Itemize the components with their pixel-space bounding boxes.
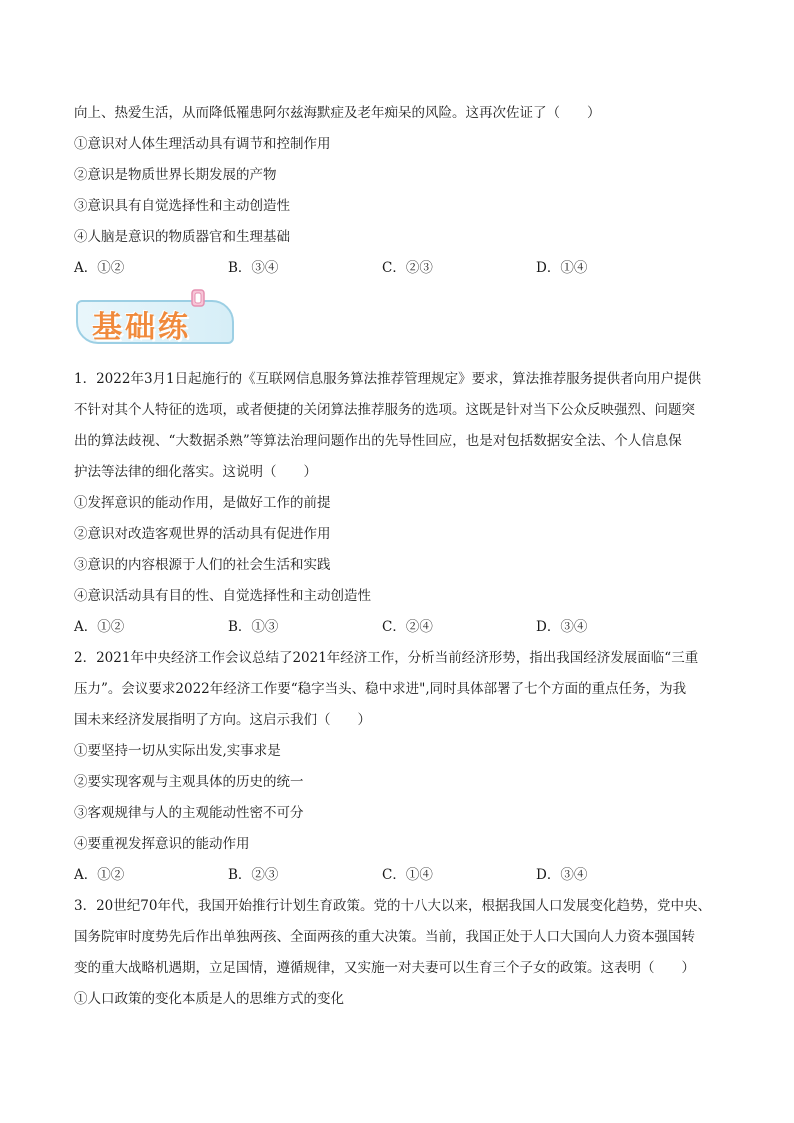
choice-a: A．①② [74, 619, 125, 635]
choice-d: D．③④ [536, 619, 588, 635]
question-line: 2．2021年中央经济工作会议总结了2021年经济工作，分析当前经济形势，指出我国经济发展面临“三重 [74, 650, 699, 666]
choice-b: B．①③ [228, 619, 279, 635]
option-3: ③意识的内容根源于人们的社会生活和实践 [74, 557, 331, 573]
answer-choices [74, 253, 724, 284]
choice-b: B．②③ [228, 867, 279, 883]
option-2: ②意识对改造客观世界的活动具有促进作用 [74, 526, 331, 542]
choice-c: C．②④ [382, 619, 433, 635]
option-4: ④要重视发挥意识的能动作用 [74, 836, 250, 852]
question-line: 1．2022年3月1日起施行的《互联网信息服务算法推荐管理规定》要求，算法推荐服务提供者向用户提供 [74, 371, 702, 387]
question-line: 向上、热爱生活，从而降低罹患阿尔兹海默症及老年痴呆的风险。这再次佐证了（ ） [74, 105, 601, 121]
choice-d: D．③④ [536, 867, 588, 883]
option-1: ①人口政策的变化本质是人的思维方式的变化 [74, 991, 344, 1007]
answer-choices [74, 612, 724, 643]
option-2: ②意识是物质世界长期发展的产物 [74, 167, 277, 183]
choice-a: A．①② [74, 867, 125, 883]
choice-d: D．①④ [536, 260, 588, 276]
prev-question [74, 98, 724, 284]
option-1: ①意识对人体生理活动具有调节和控制作用 [74, 136, 331, 152]
question-line: 压力”。会议要求2022年经济工作要“稳字当头、稳中求进",同时具体部署了七个方面的重点任务，为我 [74, 681, 687, 697]
section-title: 基础练 [92, 310, 191, 345]
question-2 [74, 643, 724, 891]
option-4: ④人脑是意识的物质器官和生理基础 [74, 229, 290, 245]
question-line: 不针对其个人特征的选项，或者便捷的关闭算法推荐服务的选项。这既是针对当下公众反映强烈、问题突 [74, 402, 695, 418]
question-line: 变的重大战略机遇期，立足国情，遵循规律，又实施一对夫妻可以生育三个子女的政策。这表明（ ） [74, 960, 695, 976]
choice-c: C．①④ [382, 867, 433, 883]
option-2: ②要实现客观与主观具体的历史的统一 [74, 774, 304, 790]
answer-choices [74, 860, 724, 891]
option-3: ③意识具有自觉选择性和主动创造性 [74, 198, 290, 214]
option-3: ③客观规律与人的主观能动性密不可分 [74, 805, 304, 821]
choice-c: C．②③ [382, 260, 433, 276]
question-line: 出的算法歧视、“大数据杀熟”等算法治理问题作出的先导性回应，也是对包括数据安全法、个人信息保 [74, 433, 682, 449]
document-content [74, 98, 724, 1015]
choice-b: B．③④ [228, 260, 279, 276]
question-line: 护法等法律的细化落实。这说明（ ） [74, 464, 317, 480]
choice-a: A．①② [74, 260, 125, 276]
question-3 [74, 891, 724, 1015]
option-1: ①发挥意识的能动作用，是做好工作的前提 [74, 495, 331, 511]
question-1 [74, 364, 724, 643]
option-1: ①要坚持一切从实际出发,实事求是 [74, 743, 281, 759]
option-4: ④意识活动具有目的性、自觉选择性和主动创造性 [74, 588, 371, 604]
section-banner [74, 288, 724, 358]
question-line: 国务院审时度势先后作出单独两孩、全面两孩的重大决策。当前，我国正处于人口大国向人力资本强国转 [74, 929, 695, 945]
question-line: 3．20世纪70年代，我国开始推行计划生育政策。党的十八大以来，根据我国人口发展变化趋势，党中央、 [74, 898, 711, 914]
question-line: 国未来经济发展指明了方向。这启示我们（ ） [74, 712, 371, 728]
